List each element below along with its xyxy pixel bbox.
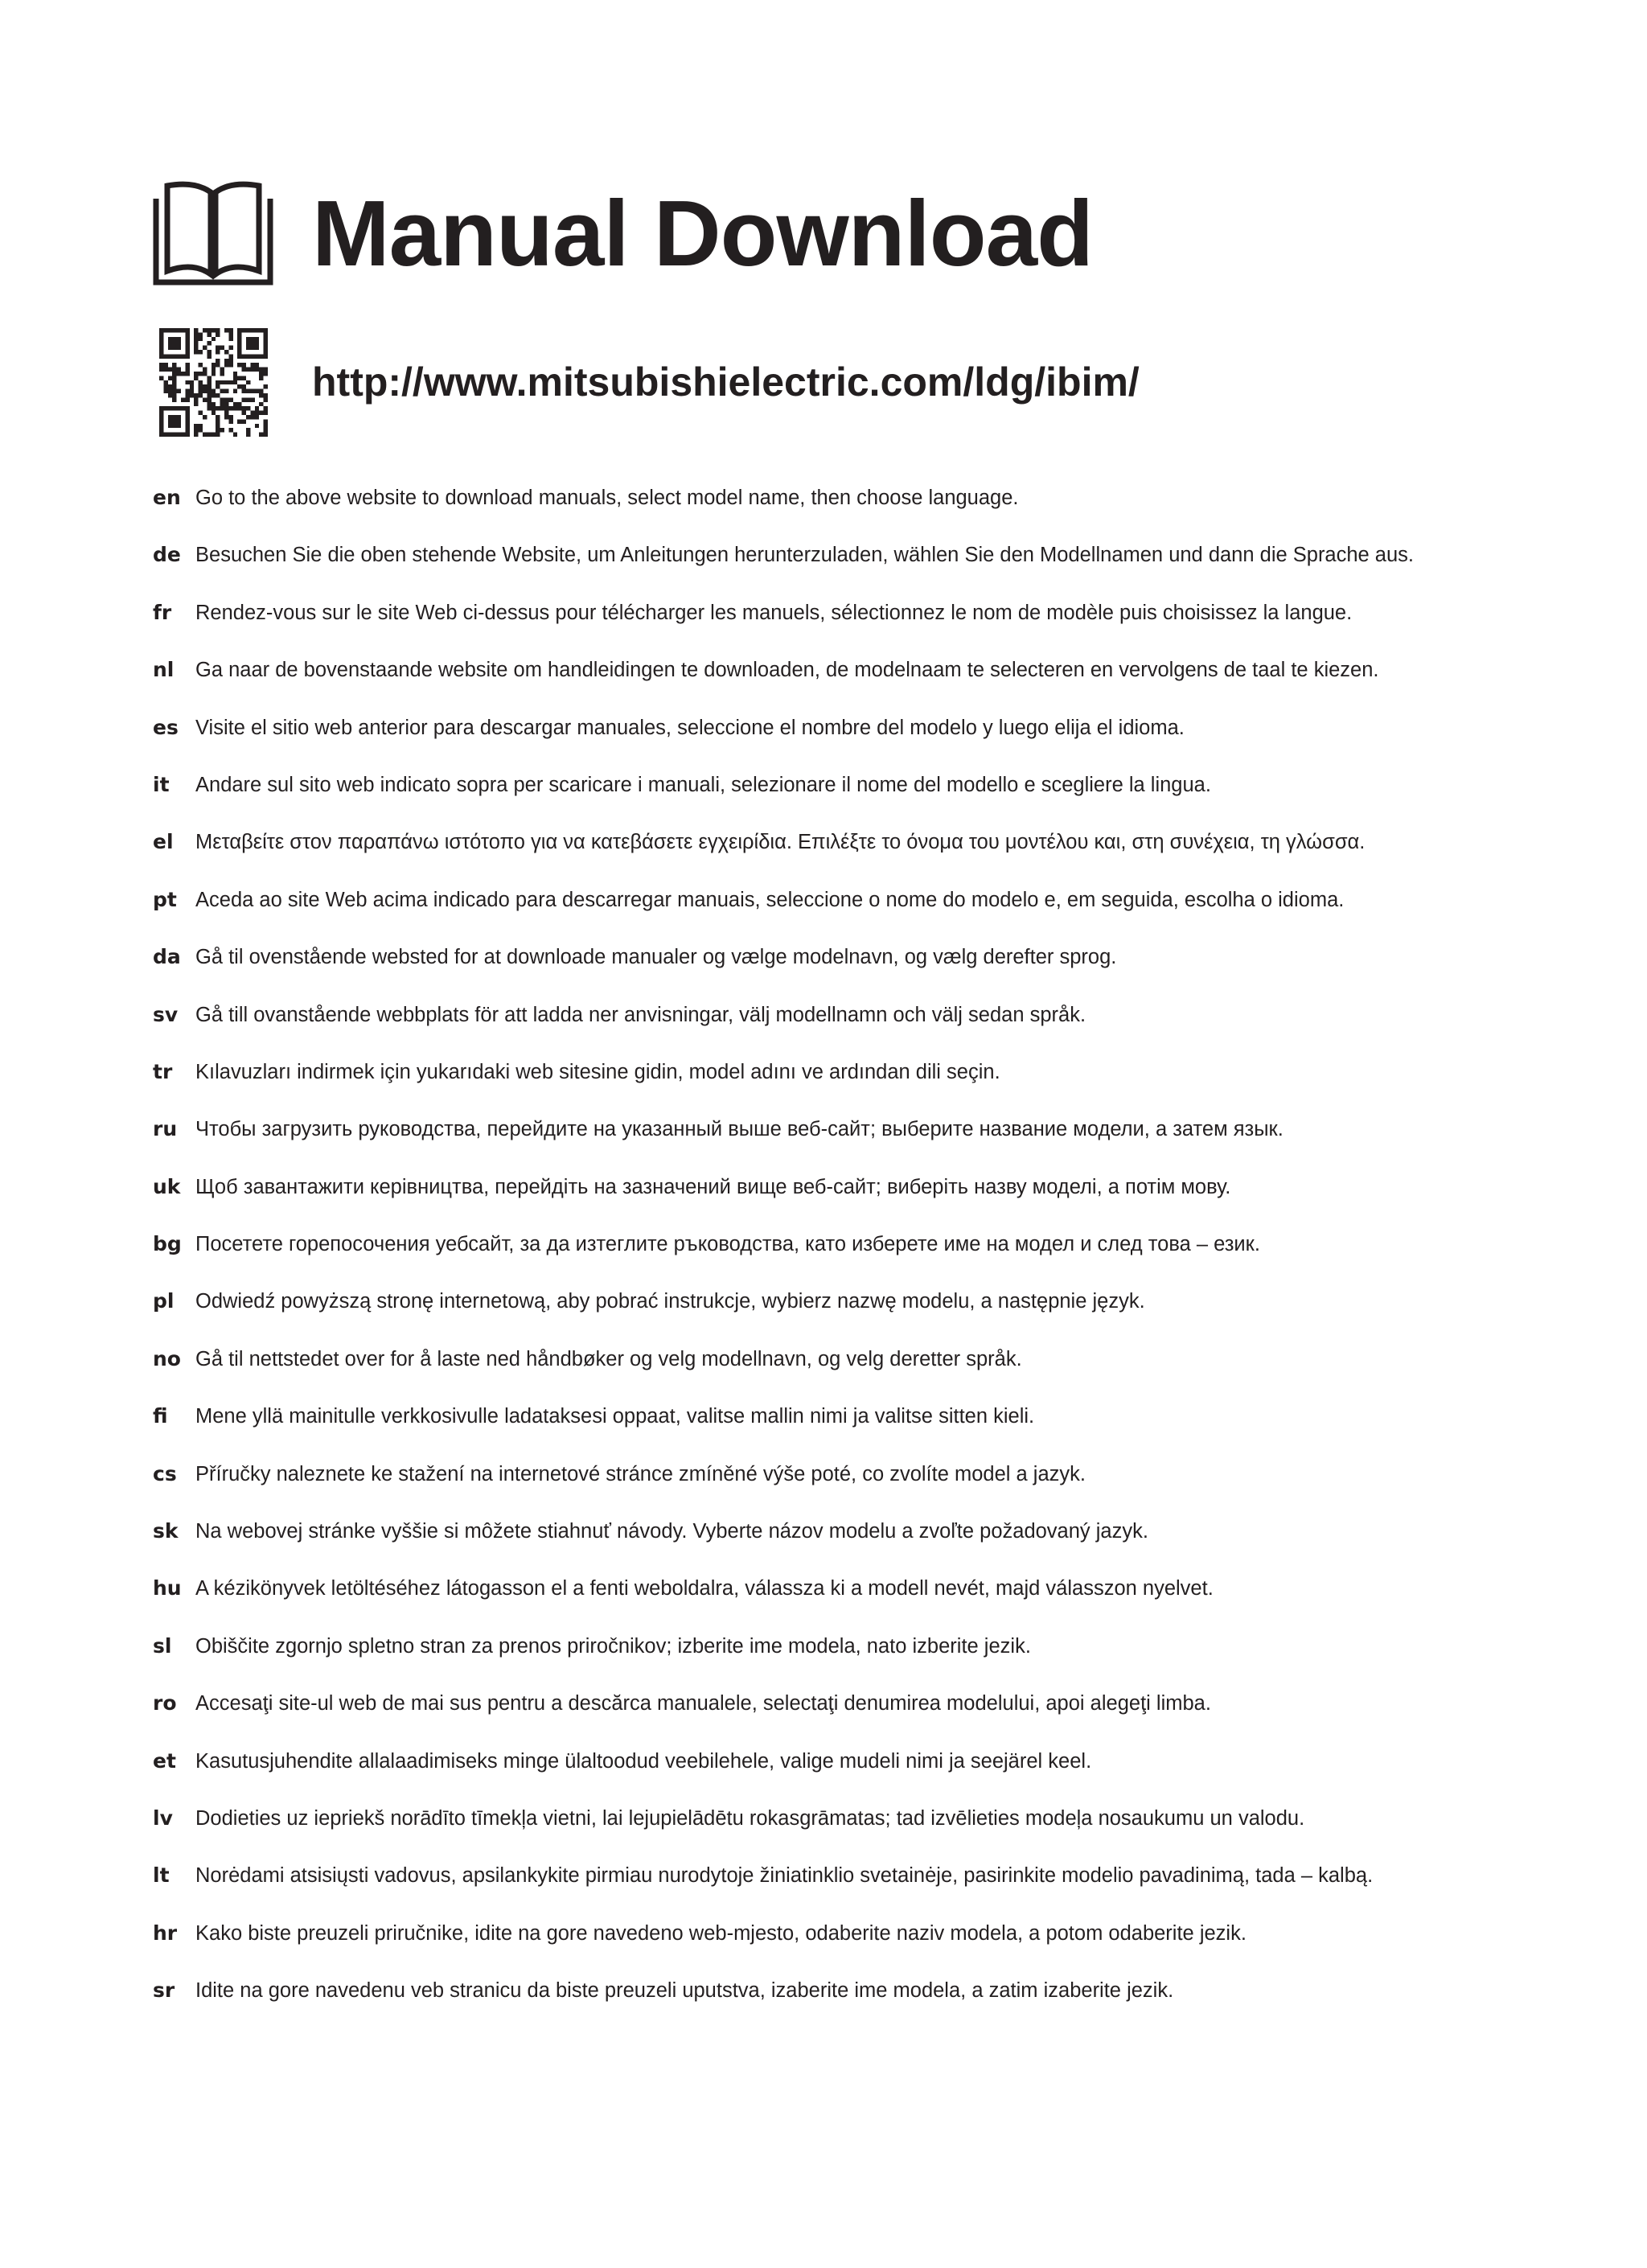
language-row-de: [153, 543, 1600, 600]
language-instruction: Gå til nettstedet over for å laste ned håndbøker og velg modellnavn, og velg deretter språk.: [195, 1347, 1022, 1370]
language-code: fr: [153, 600, 172, 624]
language-instruction: Aceda ao site Web acima indicado para descarregar manuais, seleccione o nome do modelo e, em seguida, escolha o idioma.: [195, 888, 1345, 911]
language-instruction: Ga naar de bovenstaande website om handleidingen te downloaden, de modelnaam te selecteren en vervolgens de taal te kiezen.: [195, 659, 1379, 682]
manual-download-header: [153, 181, 1359, 286]
language-instruction-list: [153, 486, 1600, 2036]
language-instruction: Visite el sitio web anterior para descargar manuales, seleccione el nombre del modelo y luego elija el idioma.: [195, 716, 1185, 739]
language-code: it: [153, 772, 170, 796]
language-instruction: Odwiedź powyższą stronę internetową, aby pobrać instrukcje, wybierz nazwę modelu, a następnie język.: [195, 1290, 1145, 1313]
language-code: nl: [153, 658, 175, 682]
language-row-hu: [153, 1576, 1600, 1633]
language-code: es: [153, 715, 179, 739]
language-code: uk: [153, 1174, 181, 1198]
language-row-ro: [153, 1691, 1600, 1748]
language-code: sr: [153, 1978, 175, 2003]
language-code: ru: [153, 1117, 178, 1141]
language-instruction: Rendez-vous sur le site Web ci-dessus pour télécharger les manuels, sélectionnez le nom de modèle puis choisissez la langue.: [195, 601, 1353, 624]
language-row-es: [153, 716, 1600, 773]
language-row-lv: [153, 1806, 1600, 1863]
open-book-icon: [153, 181, 273, 286]
language-row-cs: [153, 1462, 1600, 1519]
language-code: da: [153, 945, 181, 969]
download-link-row: [159, 328, 1446, 437]
language-row-sl: [153, 1634, 1600, 1691]
language-row-bg: [153, 1232, 1600, 1289]
language-instruction: Norėdami atsisiųsti vadovus, apsilankykite pirmiau nurodytoje žiniatinklio svetainėje, pasirinkite modelio pavadinimą, tada – kalbą.: [195, 1864, 1374, 1888]
language-instruction: Щоб завантажити керівництва, перейдіть на зазначений вище веб-сайт; виберіть назву моделі, а потім мову.: [195, 1175, 1231, 1198]
language-row-ru: [153, 1117, 1600, 1174]
language-code: bg: [153, 1232, 182, 1256]
language-row-da: [153, 945, 1600, 1002]
language-instruction: Посетете горепосочения уебсайт, за да изтеглите ръководства, като изберете име на модел и след това – език.: [195, 1233, 1260, 1256]
page-title: Manual Download: [312, 181, 1093, 286]
language-instruction: Kılavuzları indirmek için yukarıdaki web sitesine gidin, model adını ve ardından dili seçin.: [195, 1060, 1000, 1083]
language-row-en: [153, 486, 1600, 543]
language-row-hr: [153, 1921, 1600, 1978]
language-row-sr: [153, 1978, 1600, 2036]
language-row-fr: [153, 601, 1600, 658]
language-instruction: Andare sul sito web indicato sopra per scaricare i manuali, selezionare il nome del modello e scegliere la lingua.: [195, 773, 1211, 796]
language-code: hu: [153, 1576, 182, 1600]
language-instruction: Чтобы загрузить руководства, перейдите на указанный выше веб-сайт; выберите название модели, а затем язык.: [195, 1118, 1284, 1141]
language-instruction: Accesaţi site-ul web de mai sus pentru a descărca manualele, selectaţi denumirea modelului, apoi alegeţi limba.: [195, 1692, 1211, 1715]
language-row-pt: [153, 888, 1600, 945]
language-instruction: Gå till ovanstående webbplats för att ladda ner anvisningar, välj modellnamn och välj sedan språk.: [195, 1003, 1086, 1026]
language-code: en: [153, 486, 181, 509]
language-code: hr: [153, 1921, 178, 1945]
language-code: fi: [153, 1404, 168, 1428]
manual-download-url[interactable]: http://www.mitsubishielectric.com/ldg/ibim/: [312, 360, 1140, 405]
language-code: sl: [153, 1633, 172, 1658]
language-row-pl: [153, 1289, 1600, 1346]
language-row-no: [153, 1347, 1600, 1404]
language-instruction: Kasutusjuhendite allalaadimiseks minge ülaltoodud veebilehele, valige mudeli nimi ja seejärel keel.: [195, 1749, 1092, 1773]
language-instruction: Idite na gore navedenu veb stranicu da biste preuzeli uputstva, izaberite ime modela, a zatim izaberite jezik.: [195, 1979, 1174, 2003]
language-code: ro: [153, 1691, 177, 1715]
language-code: no: [153, 1346, 181, 1370]
language-code: et: [153, 1748, 176, 1773]
language-row-tr: [153, 1060, 1600, 1117]
language-code: lv: [153, 1806, 173, 1830]
language-instruction: Go to the above website to download manuals, select model name, then choose language.: [195, 487, 1019, 509]
language-instruction: Besuchen Sie die oben stehende Website, um Anleitungen herunterzuladen, wählen Sie den Modellnamen und dann die Sprache aus.: [195, 544, 1415, 567]
language-instruction: A kézikönyvek letöltéséhez látogasson el a fenti weboldalra, válassza ki a modell nevét, majd válasszon nyelvet.: [195, 1577, 1214, 1600]
language-code: de: [153, 543, 181, 567]
language-row-fi: [153, 1404, 1600, 1461]
language-instruction: Příručky naleznete ke stažení na internetové stránce zmíněné výše poté, co zvolíte model a jazyk.: [195, 1462, 1086, 1485]
language-row-sv: [153, 1003, 1600, 1060]
language-instruction: Dodieties uz iepriekš norādīto tīmekļa vietni, lai lejupielādētu rokasgrāmatas; tad izvēlieties modeļa nosaukumu un valodu.: [195, 1806, 1305, 1830]
language-instruction: Obiščite zgornjo spletno stran za prenos priročnikov; izberite ime modela, nato izberite jezik.: [195, 1634, 1031, 1658]
language-code: sk: [153, 1519, 179, 1543]
language-code: el: [153, 830, 174, 854]
language-row-uk: [153, 1175, 1600, 1232]
language-code: pl: [153, 1289, 175, 1313]
language-instruction: Kako biste preuzeli priručnike, idite na gore navedeno web-mjesto, odaberite naziv modela, a potom odaberite jezik.: [195, 1921, 1247, 1945]
language-instruction: Na webovej stránke vyššie si môžete stiahnuť návody. Vyberte názov modelu a zvoľte požadovaný jazyk.: [195, 1520, 1148, 1543]
language-instruction: Μεταβείτε στον παραπάνω ιστότοπο για να κατεβάσετε εγχειρίδια. Επιλέξτε το όνομα του μοντέλου και, στη συνέχεια, τη γλώσσα.: [195, 831, 1366, 854]
qr-code-icon[interactable]: [159, 328, 268, 437]
language-row-el: [153, 830, 1600, 887]
language-code: pt: [153, 887, 177, 911]
language-row-et: [153, 1749, 1600, 1806]
language-row-lt: [153, 1863, 1600, 1921]
language-row-nl: [153, 658, 1600, 715]
language-code: sv: [153, 1002, 179, 1026]
language-code: tr: [153, 1059, 173, 1083]
language-row-sk: [153, 1519, 1600, 1576]
language-row-it: [153, 773, 1600, 830]
language-instruction: Gå til ovenstående websted for at downloade manualer og vælge modelnavn, og vælg derefter sprog.: [195, 946, 1117, 969]
language-instruction: Mene yllä mainitulle verkkosivulle ladataksesi oppaat, valitse mallin nimi ja valitse sitten kieli.: [195, 1405, 1035, 1428]
language-code: lt: [153, 1863, 170, 1888]
language-code: cs: [153, 1461, 177, 1485]
